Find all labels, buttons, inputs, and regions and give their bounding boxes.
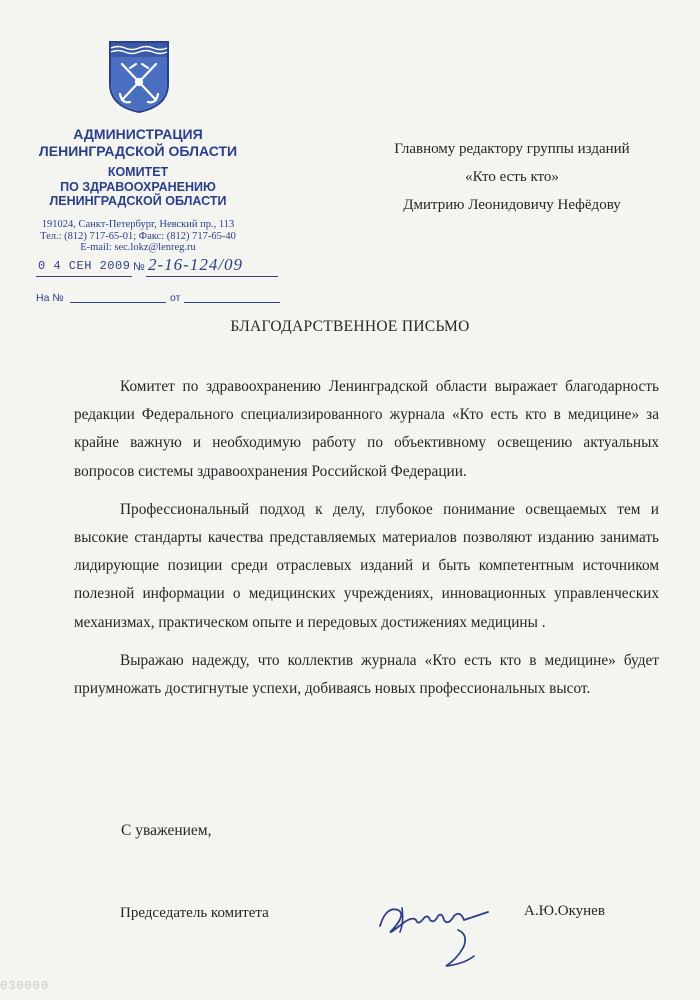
- reference-date-blank: [184, 302, 280, 303]
- handwritten-signature: [372, 886, 492, 970]
- signatory-name: А.Ю.Окунев: [524, 903, 605, 919]
- number-label: №: [133, 261, 145, 273]
- letter-title: БЛАГОДАРСТВЕННОЕ ПИСЬМО: [230, 318, 470, 335]
- committee-line-1: КОМИТЕТ: [107, 165, 169, 179]
- committee-line-2: ПО ЗДРАВООХРАНЕНИЮ: [60, 179, 216, 194]
- date-underline: [36, 276, 132, 277]
- addressee-line-2: «Кто есть кто»: [465, 169, 559, 185]
- phone-line: Тел.: (812) 717-65-01; Факс: (812) 717-65-40: [40, 230, 236, 242]
- closing-phrase: С уважением,: [121, 822, 212, 839]
- letterhead-committee: [20, 165, 256, 209]
- body-paragraph-3: Выражаю надежду, что коллектив журнала «Кто есть кто в медицине» будет приумножать достигнутые успехи, добиваясь новых профессиональных высот.: [74, 651, 659, 698]
- reference-date-label: от: [170, 292, 181, 304]
- org-line-1: АДМИНИСТРАЦИЯ: [73, 126, 203, 142]
- address-line: 191024, Санкт-Петербург, Невский пр., 113: [41, 219, 235, 230]
- document-serial: 030000: [0, 979, 50, 993]
- email-line: E-mail: sec.lokz@lenreg.ru: [80, 242, 196, 253]
- letterhead-organization: [20, 126, 256, 160]
- reference-number-label: На №: [36, 292, 64, 304]
- addressee-line-3: Дмитрию Леонидовичу Нефёдову: [403, 197, 621, 213]
- letter-body: [74, 373, 659, 713]
- body-paragraph-1: Комитет по здравоохранению Ленинградской области выражает благодарность редакции Федерального специализированного журнала «Кто есть кто в медицине» за крайне важную и необходимую работу по объективному освещению актуальных вопросов системы здравоохранения Российской Федерации.: [74, 378, 659, 480]
- date-stamp: 0 4 СЕН 2009: [38, 259, 131, 273]
- letterhead-contacts: [20, 219, 256, 254]
- number-underline: [146, 276, 278, 277]
- addressee-line-1: Главному редактору группы изданий: [394, 141, 630, 157]
- coat-of-arms-icon: [108, 40, 170, 114]
- registration-line: [36, 256, 296, 278]
- outgoing-number: 2-16-124/09: [148, 255, 244, 274]
- reference-line: [36, 292, 266, 306]
- org-line-2: ЛЕНИНГРАДСКОЙ ОБЛАСТИ: [38, 143, 238, 159]
- addressee-block: [352, 135, 672, 219]
- signatory-title: Председатель комитета: [120, 905, 269, 921]
- reference-number-blank: [70, 302, 166, 303]
- committee-line-3: ЛЕНИНГРАДСКОЙ ОБЛАСТИ: [49, 194, 227, 208]
- body-paragraph-2: Профессиональный подход к делу, глубокое понимание освещаемых тем и высокие стандарты качества представляемых материалов позволяют изданию занимать лидирующие позиции среди отраслевых изданий и быть компетентным источником полезной информации о медицинских учреждениях, инновационных управленческих механизмах, практическом опыте и передовых достижениях медицины .: [74, 500, 659, 631]
